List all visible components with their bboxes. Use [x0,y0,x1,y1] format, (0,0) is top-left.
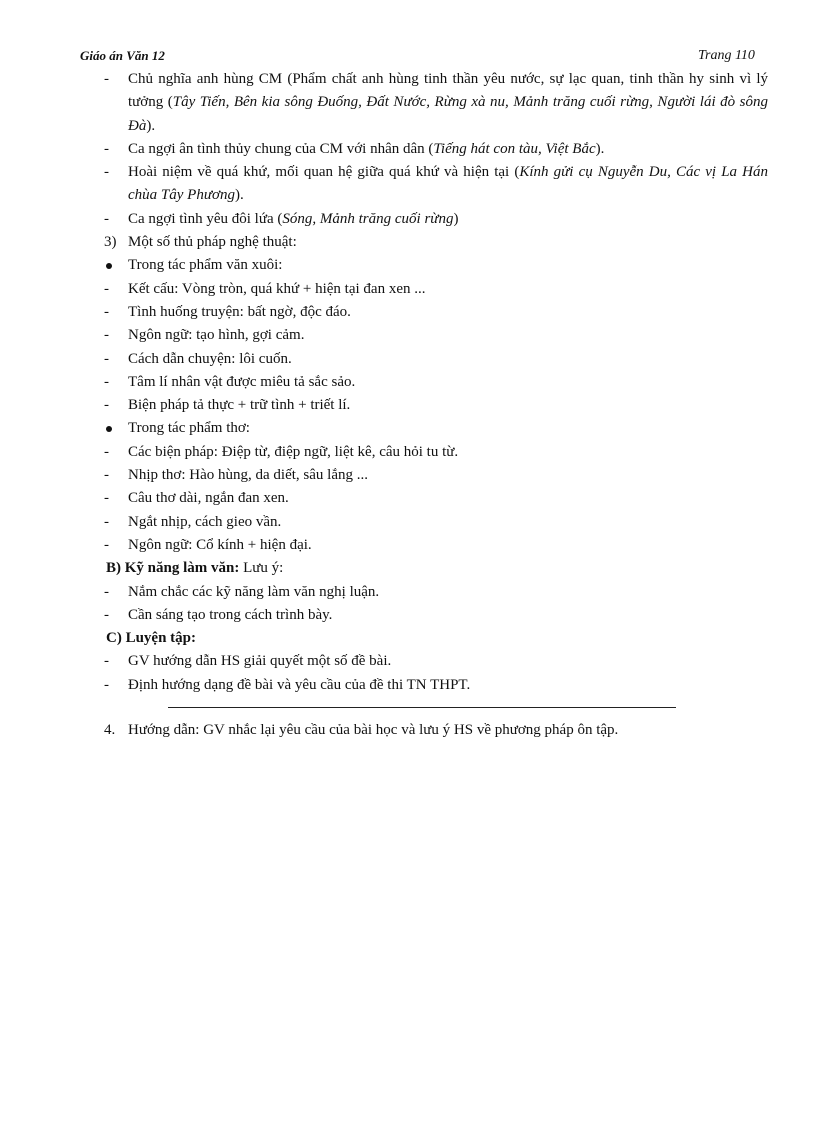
dash-marker: - [104,140,109,157]
dash-marker: - [104,164,109,181]
dash-marker: - [104,467,109,484]
theme-suffix: ). [235,187,244,204]
list-item-text: Ngôn ngữ: Cổ kính + hiện đại. [128,536,312,553]
list-item [104,464,768,487]
dash-marker: - [104,327,109,344]
step-number: 4. [104,722,116,739]
section-b-heading [106,557,768,580]
list-item-text: Cần sáng tạo trong cách trình bày. [128,606,333,623]
poetry-title: Trong tác phẩm thơ: [128,420,250,437]
theme-suffix: ) [453,210,459,227]
prose-list [104,278,768,418]
list-item [104,394,768,417]
list-item-text: Định hướng dạng đề bài và yêu cầu của đề thi TN THPT. [128,676,471,693]
list-item-text: Cách dẫn chuyện: lôi cuốn. [128,350,292,367]
section-3-heading [104,231,768,254]
dash-marker: - [104,536,109,553]
list-item [104,511,768,534]
list-item-text: Tình huống truyện: bất ngờ, độc đáo. [128,303,351,320]
dash-marker: - [104,676,109,693]
dash-marker: - [104,606,109,623]
dash-marker: - [104,71,109,87]
section-c-list [104,650,768,697]
prose-heading [104,254,768,277]
horizontal-divider [168,707,676,708]
theme-suffix: ). [595,140,605,157]
list-item [104,581,768,604]
list-item-text: Ngắt nhịp, cách gieo vần. [128,513,282,530]
list-item [104,487,768,510]
theme-text: Ca ngợi tình yêu đôi lứa ( [128,210,283,227]
dash-marker: - [104,443,109,460]
bullet-icon [106,426,112,432]
list-item [104,208,768,231]
themes-list [104,68,768,231]
list-item [104,674,768,697]
list-item [104,604,768,627]
theme-suffix: ). [146,117,156,134]
list-item [104,138,768,161]
dash-marker: - [104,397,109,414]
list-item-text: Câu thơ dài, ngắn đan xen. [128,490,289,507]
list-item-text: Kết cấu: Vòng tròn, quá khứ + hiện tại đan xen ... [128,280,426,297]
list-item-text: Ngôn ngữ: tạo hình, gợi cảm. [128,327,305,344]
works-title: Tiếng hát con tàu, Việt Bắc [433,140,596,157]
list-item [104,324,768,347]
bullet-icon [106,263,112,269]
works-title: Sóng, Mảnh trăng cuối rừng [282,210,454,227]
dash-marker: - [104,583,109,600]
works-title: Kính gửi cụ Nguyễn Du, Các vị La Hán chùa Tây Phương [128,164,768,204]
poetry-list [104,441,768,557]
section-c-label: C) Luyện tập: [106,630,197,647]
list-item-text: Nhịp thơ: Hào hùng, da diết, sâu lắng ... [128,467,368,484]
section-b-note: Lưu ý: [239,560,284,577]
section-b-label: B) Kỹ năng làm văn: [106,560,240,577]
list-item [104,161,768,208]
section-c-heading [106,627,768,650]
section-number: 3) [104,234,117,251]
list-item [104,371,768,394]
prose-title: Trong tác phẩm văn xuôi: [128,257,283,274]
list-item [104,278,768,301]
poetry-heading [104,417,768,440]
section-b-list [104,581,768,628]
step-4 [104,719,768,742]
dash-marker: - [104,303,109,320]
dash-marker: - [104,490,109,507]
document-body [104,68,768,742]
list-item-text: Biện pháp tả thực + trữ tình + triết lí. [128,397,351,414]
theme-text: Chủ nghĩa anh hùng CM (Phẩm chất anh hùng tinh thần yêu nước, sự lạc quan, tinh thần hy sinh vì lý tưởng ( [128,71,768,111]
dash-marker: - [104,513,109,530]
works-title: Tây Tiến, Bên kia sông Đuống, Đất Nước, Rừng xà nu, Mảnh trăng cuối rừng, Người lái đò sông Đà [128,94,768,134]
dash-marker: - [104,280,109,297]
list-item-text: Các biện pháp: Điệp từ, điệp ngữ, liệt kê, câu hỏi tu từ. [128,443,459,460]
list-item [104,348,768,371]
section-3-text: Một số thủ pháp nghệ thuật: [128,234,297,251]
step-4-text: Hướng dẫn: GV nhắc lại yêu cầu của bài học và lưu ý HS về phương pháp ôn tập. [128,722,619,739]
list-item-text: Tâm lí nhân vật được miêu tả sắc sảo. [128,373,356,390]
list-item [104,68,768,138]
header-doc-title: Giáo án Văn 12 [80,48,165,63]
list-item [104,650,768,673]
dash-marker: - [104,210,109,227]
dash-marker: - [104,373,109,390]
list-item [104,534,768,557]
theme-text: Hoài niệm về quá khứ, mối quan hệ giữa quá khứ và hiện tại ( [128,164,520,181]
theme-text: Ca ngợi ân tình thủy chung của CM với nhân dân ( [128,140,434,157]
list-item-text: Nắm chắc các kỹ năng làm văn nghị luận. [128,583,380,600]
list-item-text: GV hướng dẫn HS giải quyết một số đề bài. [128,653,392,670]
dash-marker: - [104,653,109,670]
list-item [104,301,768,324]
list-item [104,441,768,464]
dash-marker: - [104,350,109,367]
header-page-number: Trang 110 [698,48,755,63]
